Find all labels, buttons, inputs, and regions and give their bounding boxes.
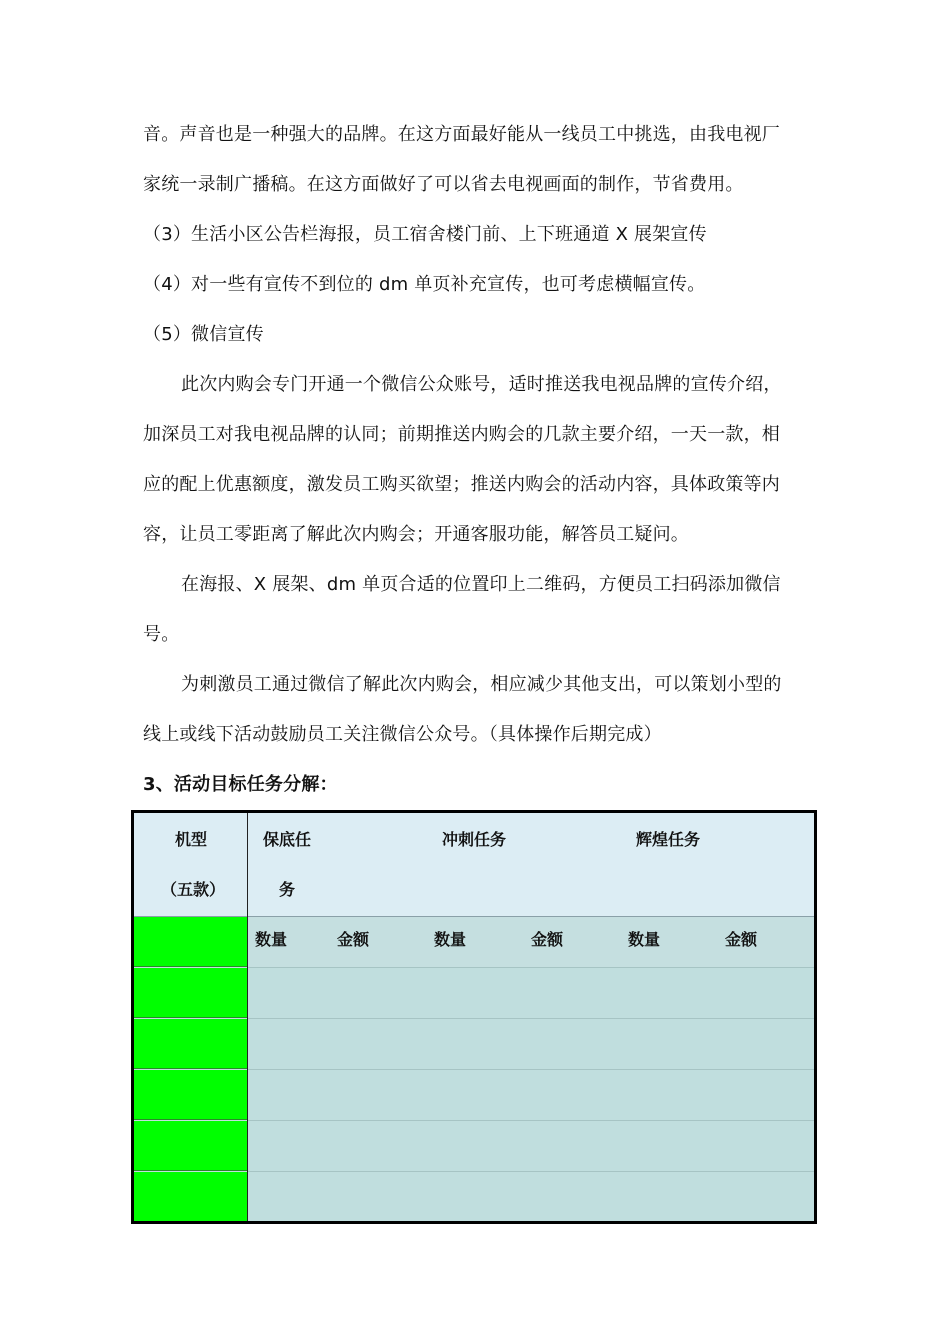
- paragraph-line: 此次内购会专门开通一个微信公众账号，适时推送我电视品牌的宣传介绍，: [181, 374, 782, 395]
- model-cell: [134, 1019, 247, 1069]
- model-cell: [134, 1070, 247, 1120]
- table-row: [248, 1172, 814, 1221]
- table-row: [248, 1121, 814, 1172]
- model-cell: [134, 1172, 247, 1221]
- paragraph-line: 音。声音也是一种强大的品牌。在这方面最好能从一线员工中挑选，由我电视厂: [143, 124, 780, 145]
- sub-header-quantity: 数量: [628, 930, 661, 949]
- sub-header-quantity: 数量: [255, 930, 288, 949]
- huihuang-task-header: 辉煌任务: [636, 830, 701, 849]
- baodi-task-header-cont: 务: [279, 880, 296, 899]
- model-header: 机型: [175, 830, 208, 849]
- table-row: [248, 1070, 814, 1121]
- sub-header-amount: 金额: [725, 930, 758, 949]
- paragraph-line: 应的配上优惠额度，激发员工购买欲望；推送内购会的活动内容，具体政策等内: [143, 474, 780, 495]
- model-cell: [134, 968, 247, 1018]
- sub-header-quantity: 数量: [434, 930, 467, 949]
- paragraph-line: 加深员工对我电视品牌的认同；前期推送内购会的几款主要介绍，一天一款，相: [143, 424, 780, 445]
- model-cell: [134, 917, 247, 967]
- chongci-task-header: 冲刺任务: [442, 830, 507, 849]
- sub-header-amount: 金额: [531, 930, 564, 949]
- paragraph-line: 线上或线下活动鼓励员工关注微信公众号。（具体操作后期完成）: [143, 724, 662, 745]
- model-count-header: （五款）: [161, 880, 226, 899]
- list-item-4: （4）对一些有宣传不到位的 dm 单页补充宣传，也可考虑横幅宣传。: [143, 274, 706, 295]
- list-item-3: （3）生活小区公告栏海报，员工宿舍楼门前、上下班通道 X 展架宣传: [143, 224, 707, 245]
- paragraph-line: 号。: [143, 624, 180, 645]
- list-item-5: （5）微信宣传: [143, 324, 264, 345]
- model-column: [134, 813, 248, 1221]
- task-breakdown-table: [131, 810, 817, 1224]
- sub-header-amount: 金额: [337, 930, 370, 949]
- baodi-task-header: 保底任: [263, 830, 312, 849]
- section-heading: 3、活动目标任务分解：: [143, 774, 338, 795]
- table-row: [248, 1019, 814, 1070]
- paragraph-line: 在海报、X 展架、dm 单页合适的位置印上二维码，方便员工扫码添加微信: [181, 574, 781, 595]
- paragraph-line: 容，让员工零距离了解此次内购会；开通客服功能，解答员工疑问。: [143, 524, 689, 545]
- paragraph-line: 家统一录制广播稿。在这方面做好了可以省去电视画面的制作，节省费用。: [143, 174, 744, 195]
- table-row: [248, 968, 814, 1019]
- model-cell: [134, 1121, 247, 1171]
- paragraph-line: 为刺激员工通过微信了解此次内购会，相应减少其他支出，可以策划小型的: [181, 674, 782, 695]
